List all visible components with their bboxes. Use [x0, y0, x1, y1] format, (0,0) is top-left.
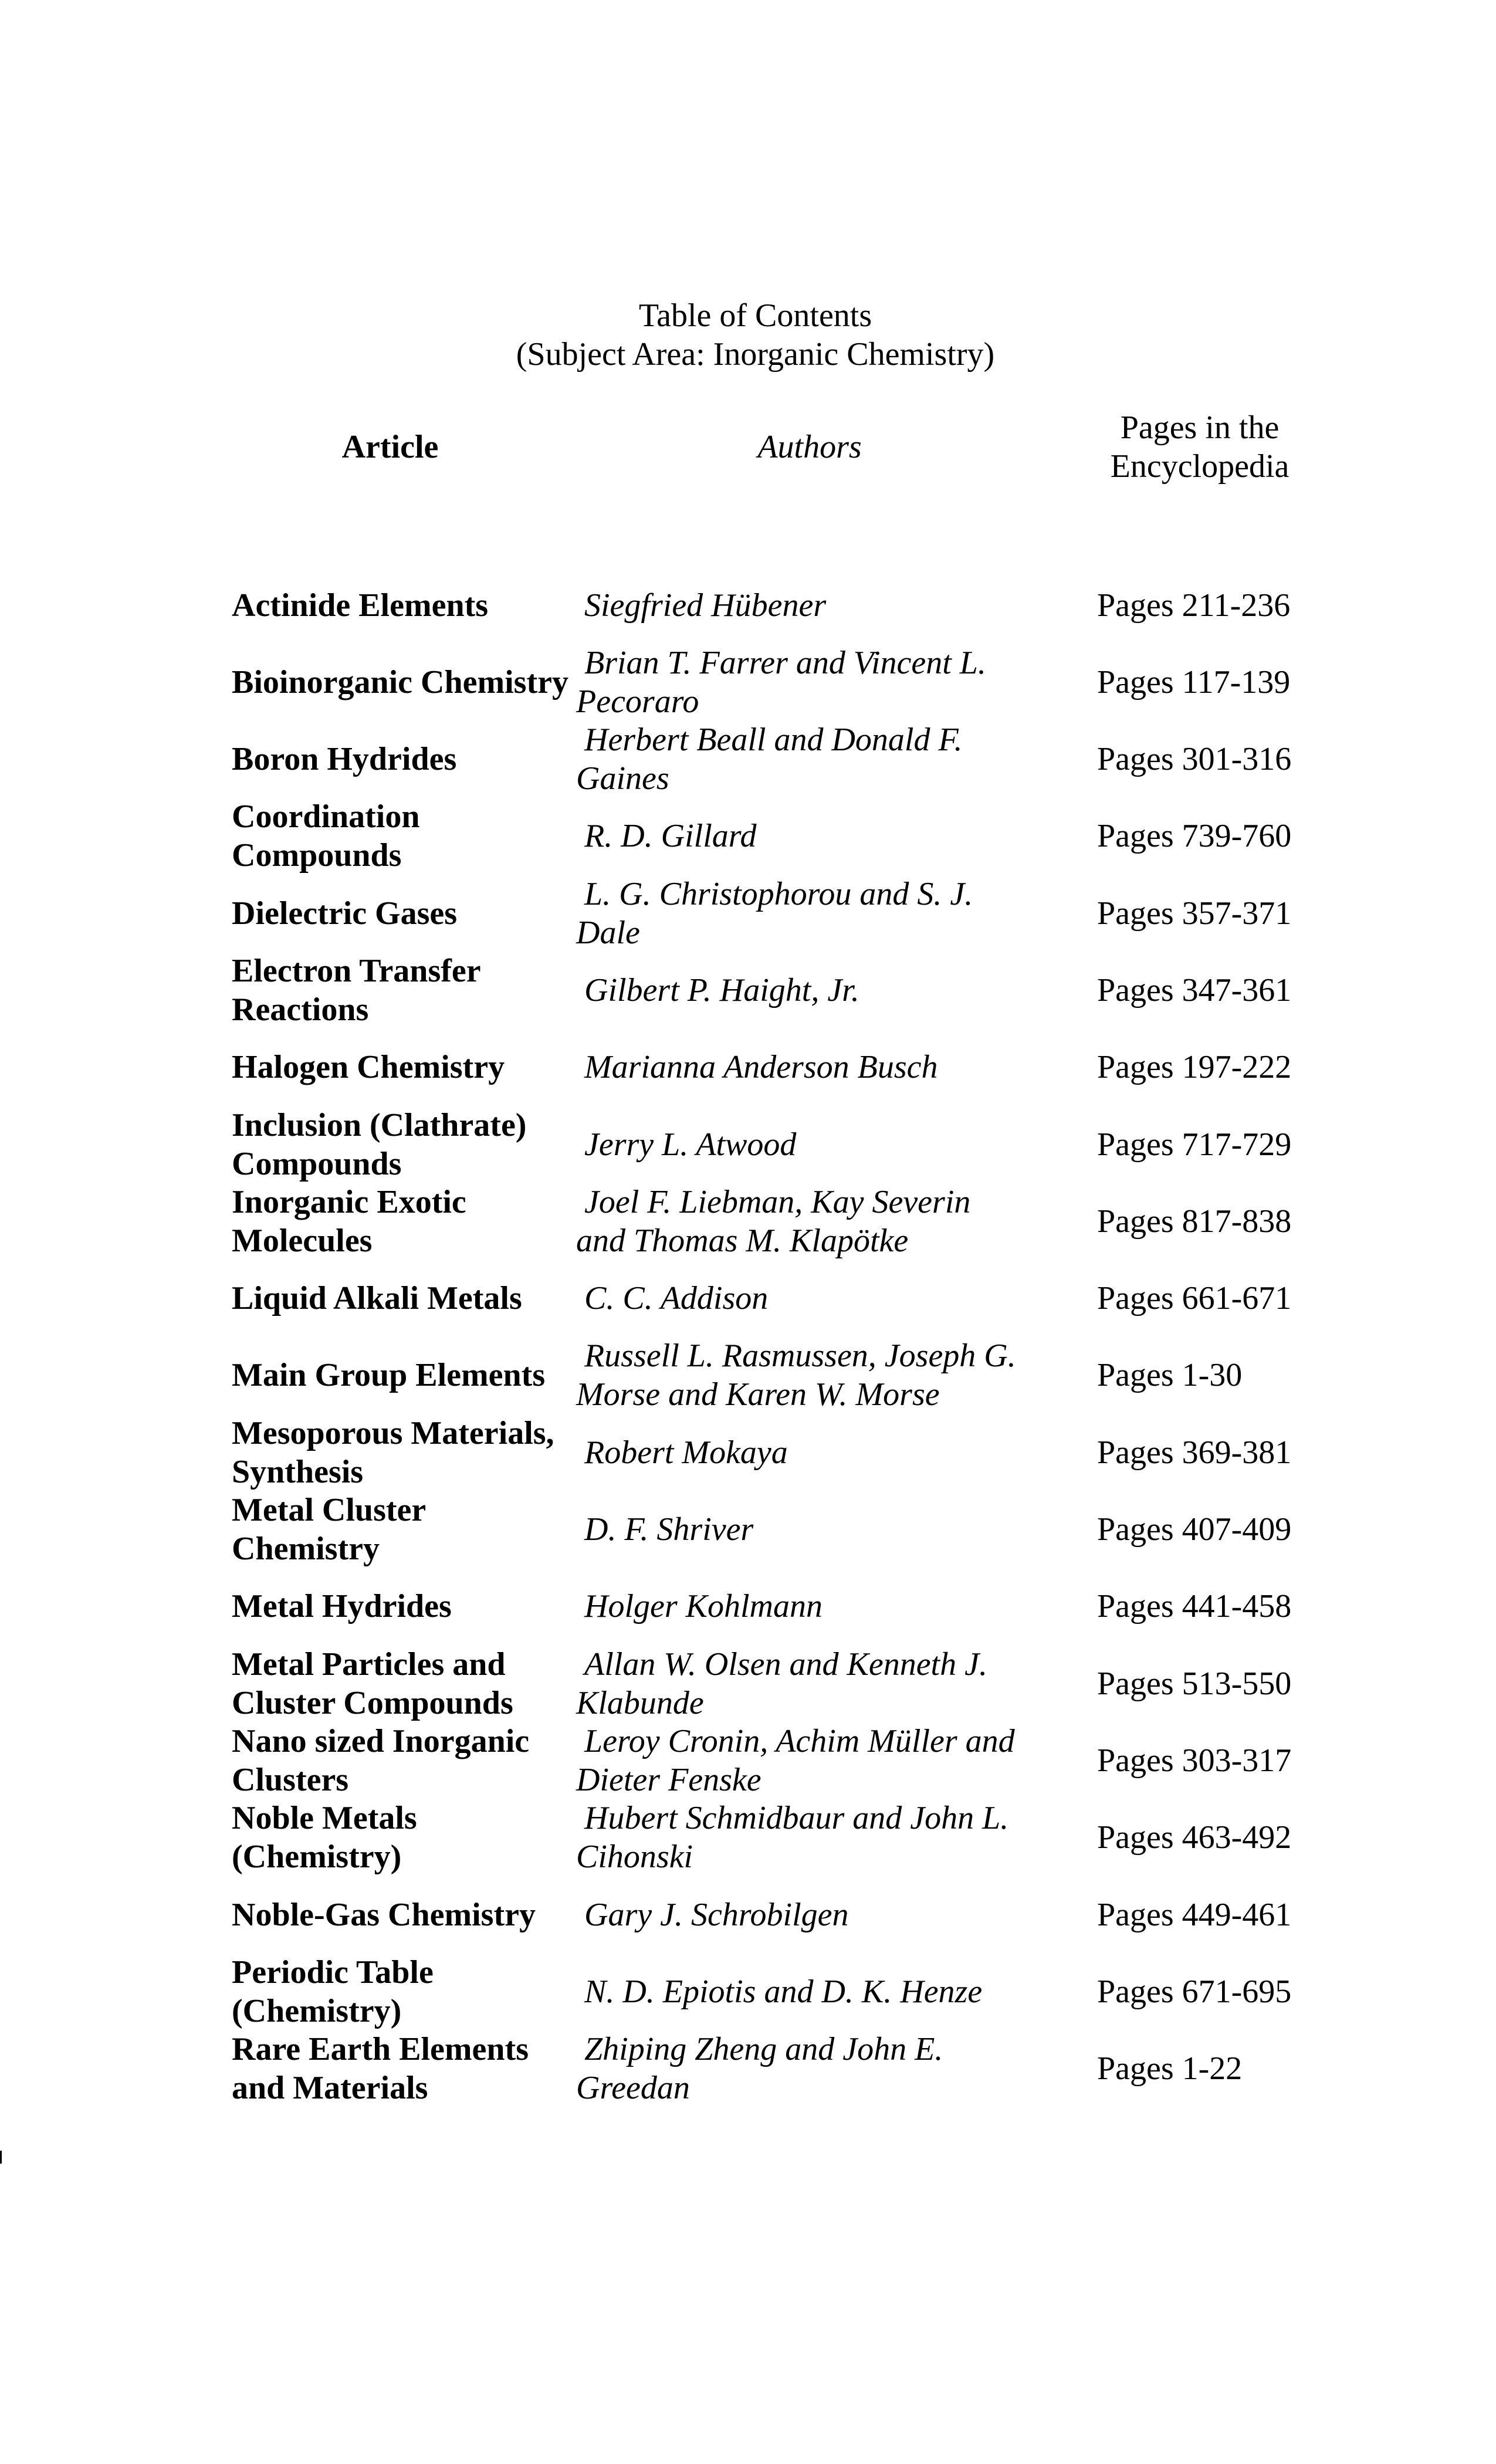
- toc-row: [232, 875, 1346, 952]
- toc-row: [232, 1183, 1346, 1260]
- article-pages-text: Pages 513-550: [1097, 1665, 1292, 1702]
- article-title: [232, 1722, 572, 1799]
- article-authors-text: Jerry L. Atwood: [584, 1126, 797, 1163]
- article-title: [232, 1953, 572, 2030]
- article-title-text: Boron Hydrides: [232, 741, 457, 778]
- article-authors-text: Russell L. Rasmussen, Joseph G. Morse and Karen W. Morse: [576, 1338, 1016, 1413]
- article-pages: [1097, 721, 1343, 798]
- toc-row: [232, 952, 1346, 1028]
- toc-row: [232, 2030, 1346, 2107]
- article-title: [232, 1337, 572, 1414]
- article-authors-text: Holger Kohlmann: [584, 1588, 823, 1625]
- article-authors-text: D. F. Shriver: [584, 1511, 754, 1548]
- article-authors: [576, 721, 1022, 798]
- article-pages-text: Pages 449-461: [1097, 1896, 1292, 1933]
- article-pages-text: Pages 1-22: [1097, 2050, 1243, 2087]
- article-title: [232, 567, 572, 644]
- article-pages-text: Pages 303-317: [1097, 1742, 1292, 1779]
- article-title: [232, 2030, 572, 2107]
- article-pages: [1097, 1645, 1343, 1722]
- article-pages: [1097, 1337, 1343, 1414]
- toc-row: [232, 567, 1346, 644]
- article-authors-text: R. D. Gillard: [584, 818, 757, 855]
- article-pages-text: Pages 407-409: [1097, 1511, 1292, 1548]
- article-authors: [576, 1029, 1022, 1106]
- toc-row: [232, 1722, 1346, 1799]
- article-pages-text: Pages 463-492: [1097, 1819, 1292, 1856]
- article-title: [232, 1106, 572, 1183]
- article-pages-text: Pages 117-139: [1097, 664, 1291, 700]
- article-pages: [1097, 567, 1343, 644]
- article-authors-text: Hubert Schmidbaur and John L. Cihonski: [576, 1800, 1009, 1876]
- article-authors: [576, 1183, 1022, 1260]
- article-authors: [576, 1722, 1022, 1799]
- article-pages-text: Pages 357-371: [1097, 895, 1292, 932]
- toc-row: [232, 721, 1346, 798]
- article-pages: [1097, 1106, 1343, 1183]
- toc-row: [232, 798, 1346, 875]
- column-header-pages-line1: Pages in the: [1120, 409, 1280, 446]
- article-authors-text: Brian T. Farrer and Vincent L. Pecoraro: [576, 644, 986, 720]
- article-authors: [576, 1106, 1022, 1183]
- toc-row: [232, 1337, 1346, 1414]
- article-title-text: Mesoporous Materials, Synthesis: [232, 1414, 554, 1490]
- article-title: [232, 952, 572, 1028]
- article-pages: [1097, 952, 1343, 1028]
- article-title: [232, 1799, 572, 1876]
- article-pages-text: Pages 347-361: [1097, 972, 1292, 1008]
- article-title-text: Nano sized Inorganic Clusters: [232, 1722, 530, 1798]
- toc-row: [232, 1491, 1346, 1568]
- article-pages: [1097, 1029, 1343, 1106]
- toc-row: [232, 1876, 1346, 1953]
- article-authors: [576, 567, 1022, 644]
- document-subtitle: (Subject Area: Inorganic Chemistry): [516, 336, 995, 373]
- article-authors: [576, 1876, 1022, 1953]
- toc-row: [232, 1260, 1346, 1337]
- toc-row: [232, 1106, 1346, 1183]
- article-authors-text: Allan W. Olsen and Kenneth J. Klabunde: [576, 1646, 987, 1721]
- article-pages: [1097, 1799, 1343, 1876]
- article-title: [232, 1260, 572, 1337]
- article-title-text: Rare Earth Elements and Materials: [232, 2031, 529, 2107]
- article-title: [232, 1645, 572, 1722]
- article-pages: [1097, 1260, 1343, 1337]
- article-title: [232, 1029, 572, 1106]
- article-title-text: Periodic Table (Chemistry): [232, 1954, 434, 2029]
- article-title: [232, 1183, 572, 1260]
- document-header: [0, 296, 1496, 374]
- toc-row: [232, 1568, 1346, 1645]
- article-pages: [1097, 1953, 1343, 2030]
- article-authors-text: Joel F. Liebman, Kay Severin and Thomas M. Klapötke: [576, 1183, 971, 1259]
- article-authors-text: Robert Mokaya: [584, 1434, 788, 1471]
- article-pages-text: Pages 739-760: [1097, 818, 1292, 855]
- article-authors: [576, 1799, 1022, 1876]
- article-title-text: Metal Cluster Chemistry: [232, 1492, 426, 1568]
- article-title: [232, 1491, 572, 1568]
- toc-row: [232, 644, 1346, 720]
- article-title-text: Bioinorganic Chemistry: [232, 664, 568, 700]
- article-authors: [576, 2030, 1022, 2107]
- article-pages: [1097, 1491, 1343, 1568]
- article-authors-text: C. C. Addison: [584, 1280, 769, 1317]
- document-title: Table of Contents: [638, 297, 872, 334]
- toc-row: [232, 1953, 1346, 2030]
- article-title-text: Metal Hydrides: [232, 1588, 452, 1625]
- table-of-contents: [232, 567, 1346, 2107]
- article-authors-text: L. G. Christophorou and S. J. Dale: [576, 875, 973, 951]
- article-pages-text: Pages 301-316: [1097, 741, 1292, 778]
- column-header-article: Article: [341, 429, 439, 465]
- article-pages-text: Pages 671-695: [1097, 1973, 1292, 2010]
- article-title-text: Actinide Elements: [232, 587, 489, 624]
- article-title-text: Dielectric Gases: [232, 895, 458, 932]
- article-pages: [1097, 798, 1343, 875]
- article-title-text: Noble Metals (Chemistry): [232, 1800, 417, 1876]
- column-header-pages: [1068, 408, 1332, 486]
- article-title: [232, 721, 572, 798]
- article-pages: [1097, 1722, 1343, 1799]
- article-title-text: Coordination Compounds: [232, 798, 420, 874]
- article-authors-text: Marianna Anderson Busch: [584, 1049, 938, 1086]
- article-authors-text: Zhiping Zheng and John E. Greedan: [576, 2031, 943, 2107]
- article-authors-text: Herbert Beall and Donald F. Gaines: [576, 722, 963, 797]
- article-pages: [1097, 1876, 1343, 1953]
- article-title-text: Inorganic Exotic Molecules: [232, 1183, 466, 1259]
- article-authors-text: Gary J. Schrobilgen: [584, 1896, 849, 1933]
- article-title: [232, 875, 572, 952]
- toc-row: [232, 1645, 1346, 1722]
- article-authors-text: Gilbert P. Haight, Jr.: [584, 972, 859, 1008]
- article-pages: [1097, 2030, 1343, 2107]
- article-title-text: Main Group Elements: [232, 1357, 546, 1394]
- article-authors: [576, 1414, 1022, 1491]
- article-title-text: Electron Transfer Reactions: [232, 952, 480, 1028]
- article-pages: [1097, 644, 1343, 720]
- article-title-text: Noble-Gas Chemistry: [232, 1896, 536, 1933]
- article-pages-text: Pages 817-838: [1097, 1203, 1292, 1240]
- article-title: [232, 1568, 572, 1645]
- article-authors: [576, 1568, 1022, 1645]
- article-authors: [576, 1491, 1022, 1568]
- article-pages-text: Pages 1-30: [1097, 1357, 1243, 1394]
- article-title-text: Liquid Alkali Metals: [232, 1280, 522, 1317]
- toc-row: [232, 1029, 1346, 1106]
- article-pages-text: Pages 441-458: [1097, 1588, 1292, 1625]
- article-authors: [576, 1337, 1022, 1414]
- article-pages-text: Pages 717-729: [1097, 1126, 1292, 1163]
- column-header-pages-line2: Encyclopedia: [1110, 448, 1289, 485]
- article-pages: [1097, 1183, 1343, 1260]
- article-pages-text: Pages 369-381: [1097, 1434, 1292, 1471]
- article-title: [232, 798, 572, 875]
- article-authors: [576, 875, 1022, 952]
- article-title-text: Metal Particles and Cluster Compounds: [232, 1646, 513, 1721]
- article-pages: [1097, 1414, 1343, 1491]
- article-title: [232, 644, 572, 720]
- page-edge-mark: [0, 2151, 2, 2164]
- article-pages-text: Pages 661-671: [1097, 1280, 1292, 1317]
- article-authors: [576, 952, 1022, 1028]
- article-authors: [576, 1260, 1022, 1337]
- article-authors: [576, 1953, 1022, 2030]
- article-authors-text: Leroy Cronin, Achim Müller and Dieter Fenske: [576, 1722, 1015, 1798]
- article-authors-text: Siegfried Hübener: [584, 587, 827, 624]
- article-title-text: Inclusion (Clathrate) Compounds: [232, 1106, 527, 1182]
- column-header-authors: Authors: [757, 429, 862, 465]
- article-authors: [576, 644, 1022, 720]
- article-title-text: Halogen Chemistry: [232, 1049, 505, 1086]
- article-pages-text: Pages 211-236: [1097, 587, 1291, 624]
- article-authors: [576, 798, 1022, 875]
- article-pages: [1097, 875, 1343, 952]
- article-title: [232, 1414, 572, 1491]
- toc-row: [232, 1414, 1346, 1491]
- toc-row: [232, 1799, 1346, 1876]
- article-title: [232, 1876, 572, 1953]
- article-pages-text: Pages 197-222: [1097, 1049, 1292, 1086]
- article-authors: [576, 1645, 1022, 1722]
- article-authors-text: N. D. Epiotis and D. K. Henze: [584, 1973, 983, 2010]
- article-pages: [1097, 1568, 1343, 1645]
